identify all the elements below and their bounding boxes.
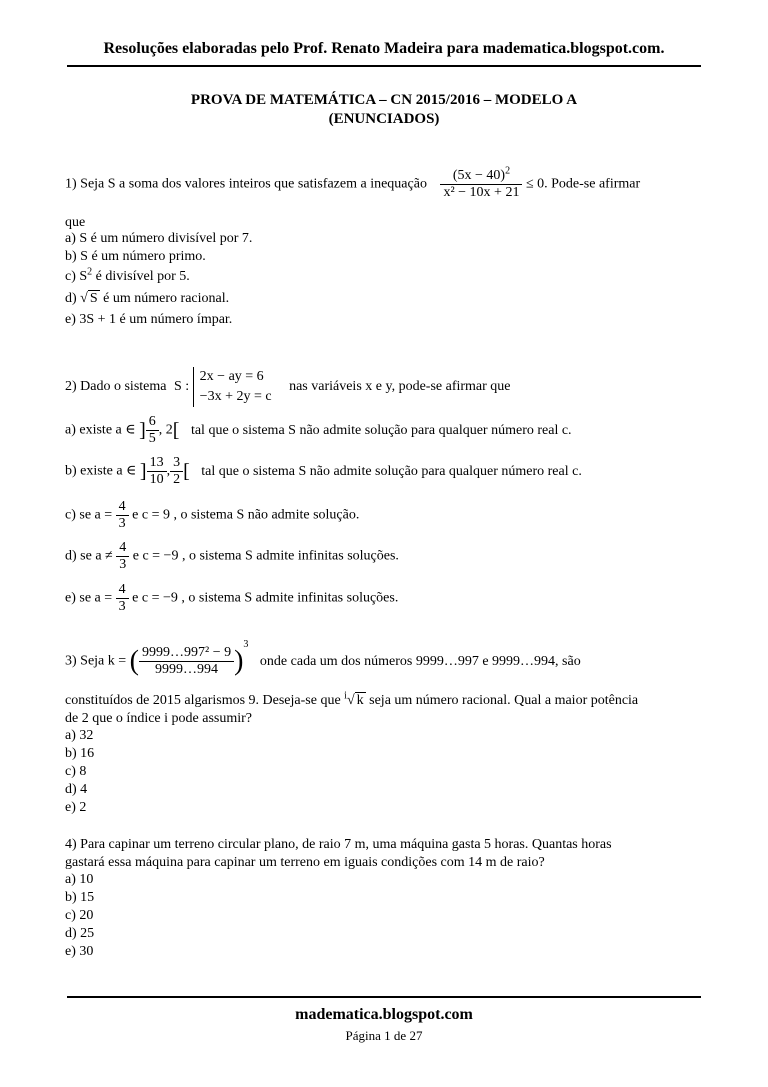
q2-e-fraction xyxy=(116,582,129,615)
q2-e-num: 4 xyxy=(118,582,126,597)
q2-a-post: tal que o sistema S não admite solução para qualquer número real c. xyxy=(190,422,572,438)
q2-a-rest: , 2 xyxy=(158,422,173,438)
q4-option-b: b) 15 xyxy=(65,890,95,905)
q2-a-num: 6 xyxy=(146,414,159,431)
q1-relation: ≤ 0 xyxy=(525,176,545,192)
q2-b-pre: b) existe a ∈ xyxy=(65,463,137,479)
q2-e-post: e c = −9 , o sistema S admite infinitas soluções. xyxy=(132,590,399,606)
q2-a-den: 5 xyxy=(148,431,156,446)
q2-a-fraction xyxy=(146,414,159,447)
q3-option-b: b) 16 xyxy=(65,746,95,761)
q1-c-exponent: 2 xyxy=(87,266,93,278)
q2-equation-1: 2x − ay = 6 xyxy=(199,369,264,384)
exam-title: PROVA DE MATEMÁTICA – CN 2015/2016 – MODELO A xyxy=(190,92,578,108)
q4-line-2: gastará essa máquina para capinar um terreno em iguais condições com 14 m de raio? xyxy=(65,855,545,870)
q2-d-pre: d) se a ≠ xyxy=(65,548,113,564)
q2-d-den: 3 xyxy=(116,556,129,573)
q1-numerator-exponent: 2 xyxy=(505,165,511,177)
q3-line2-pre: constituídos de 2015 algarismos 9. Deseja-se que xyxy=(65,693,341,708)
q2-option-a: a) existe a ∈ ] $\frac{6}{5}$ , 2[ tal que o sistema S não admite solução para qualquer número real c. xyxy=(65,414,572,446)
footer-site: madematica.blogspot.com xyxy=(295,1006,473,1023)
q2-c-pre: c) se a = xyxy=(65,507,113,523)
q2-c-num: 4 xyxy=(118,499,126,514)
q1-statement xyxy=(65,165,641,201)
q1-d-post: é um número racional. xyxy=(99,291,230,306)
exam-subtitle: (ENUNCIADOS) xyxy=(328,111,440,127)
q3-numerator: 9999…997² − 9 xyxy=(139,645,234,662)
q1-denominator: x² − 10x + 21 xyxy=(443,185,520,200)
q3-line2-post: seja um número racional. Qual a maior potência xyxy=(365,693,639,708)
q3-line-2: constituídos de 2015 algarismos 9. Deseja-se que $^i$√ k seja um número racional. Qual a maior potência xyxy=(65,690,639,708)
q2-option-d xyxy=(65,540,399,573)
q2-b-num2: 3 xyxy=(170,455,183,472)
q3-denominator: 9999…994 xyxy=(155,662,219,677)
q2-intro: 2) Dado o sistema xyxy=(65,379,167,394)
q3-option-c: c) 8 xyxy=(65,764,87,779)
q2-option-b: b) existe a ∈ ] $\frac{13}{10}$ , $\frac{3}{2}$ [ tal que o sistema S não admite solução para qualquer número real c. xyxy=(65,455,582,487)
q1-option-c xyxy=(65,268,190,286)
q2-b-post: tal que o sistema S não admite solução para qualquer número real c. xyxy=(201,463,582,479)
q1-option-b: b) S é um número primo. xyxy=(65,249,206,264)
q2-e-den: 3 xyxy=(116,598,129,615)
q4-line-1: 4) Para capinar um terreno circular plano, de raio 7 m, uma máquina gasta 5 horas. Quantas horas xyxy=(65,837,612,852)
q2-b-den2: 2 xyxy=(173,472,181,487)
q1-after: . Pode-se afirmar xyxy=(544,176,641,192)
q1-d-pre: d) xyxy=(65,291,77,306)
q2-system-label: S : xyxy=(173,379,190,394)
q1-c-post: é divisível por 5. xyxy=(92,269,190,284)
q2-system xyxy=(193,367,272,407)
page-number: Página 1 de 27 xyxy=(345,1028,423,1043)
q3-exponent: 3 xyxy=(243,639,249,650)
q1-numerator: (5x − 40) xyxy=(452,168,506,183)
page-header: Resoluções elaboradas pelo Prof. Renato Madeira para madematica.blogspot.com. xyxy=(103,40,665,57)
q2-equation-2: −3x + 2y = c xyxy=(199,389,272,404)
q2-b-fraction-1 xyxy=(147,455,167,488)
q3-line-3: de 2 que o índice i pode assumir? xyxy=(65,711,253,726)
q2-a-pre: a) existe a ∈ xyxy=(65,422,136,438)
q2-statement xyxy=(65,367,511,407)
q3-option-d: d) 4 xyxy=(65,782,88,797)
q4-option-d: d) 25 xyxy=(65,926,95,941)
q1-fraction xyxy=(440,165,522,201)
q1-option-a: a) S é um número divisível por 7. xyxy=(65,231,253,246)
footer-rule xyxy=(67,996,701,998)
q4-option-e: e) 30 xyxy=(65,944,94,959)
q1-intro: 1) Seja S a soma dos valores inteiros que satisfazem a inequação xyxy=(65,176,427,192)
header-rule xyxy=(67,65,701,67)
q1-option-d: d) √ S é um número racional. xyxy=(65,291,230,306)
q3-fraction xyxy=(139,645,234,678)
q3-root-radicand: k xyxy=(356,693,364,708)
q1-c-pre: c) S xyxy=(65,269,88,284)
q2-c-den: 3 xyxy=(116,515,129,532)
q1-option-e: e) 3S + 1 é um número ímpar. xyxy=(65,312,233,327)
q2-c-fraction xyxy=(116,499,129,532)
q4-option-c: c) 20 xyxy=(65,908,94,923)
q3-root-index: i xyxy=(344,690,347,702)
q1-continuation: que xyxy=(65,215,86,230)
q3-after: onde cada um dos números 9999…997 e 9999…994, são xyxy=(259,653,581,669)
q1-d-radicand: S xyxy=(89,291,98,306)
q2-d-post: e c = −9 , o sistema S admite infinitas soluções. xyxy=(132,548,399,564)
q4-option-a: a) 10 xyxy=(65,872,94,887)
q2-b-fraction-2 xyxy=(170,455,183,488)
q2-e-pre: e) se a = xyxy=(65,590,113,606)
q3-intro: 3) Seja k = xyxy=(65,653,127,669)
q2-d-fraction xyxy=(116,540,129,573)
q3-option-e: e) 2 xyxy=(65,800,87,815)
q2-after: nas variáveis x e y, pode-se afirmar que xyxy=(289,379,511,394)
q3-statement: 3) Seja k = ( $\frac{\text{9999…997² − 9}}{9999\dots 994}$ )$^3$ onde cada um dos números 9999…997 e 9999…994, são xyxy=(65,639,581,677)
q2-option-e xyxy=(65,582,398,615)
q2-d-num: 4 xyxy=(119,540,127,555)
q2-c-post: e c = 9 , o sistema S não admite solução. xyxy=(132,507,360,523)
q2-b-num1: 13 xyxy=(147,455,167,472)
q2-b-den1: 10 xyxy=(149,472,164,487)
q2-option-c xyxy=(65,499,359,532)
q3-option-a: a) 32 xyxy=(65,728,94,743)
